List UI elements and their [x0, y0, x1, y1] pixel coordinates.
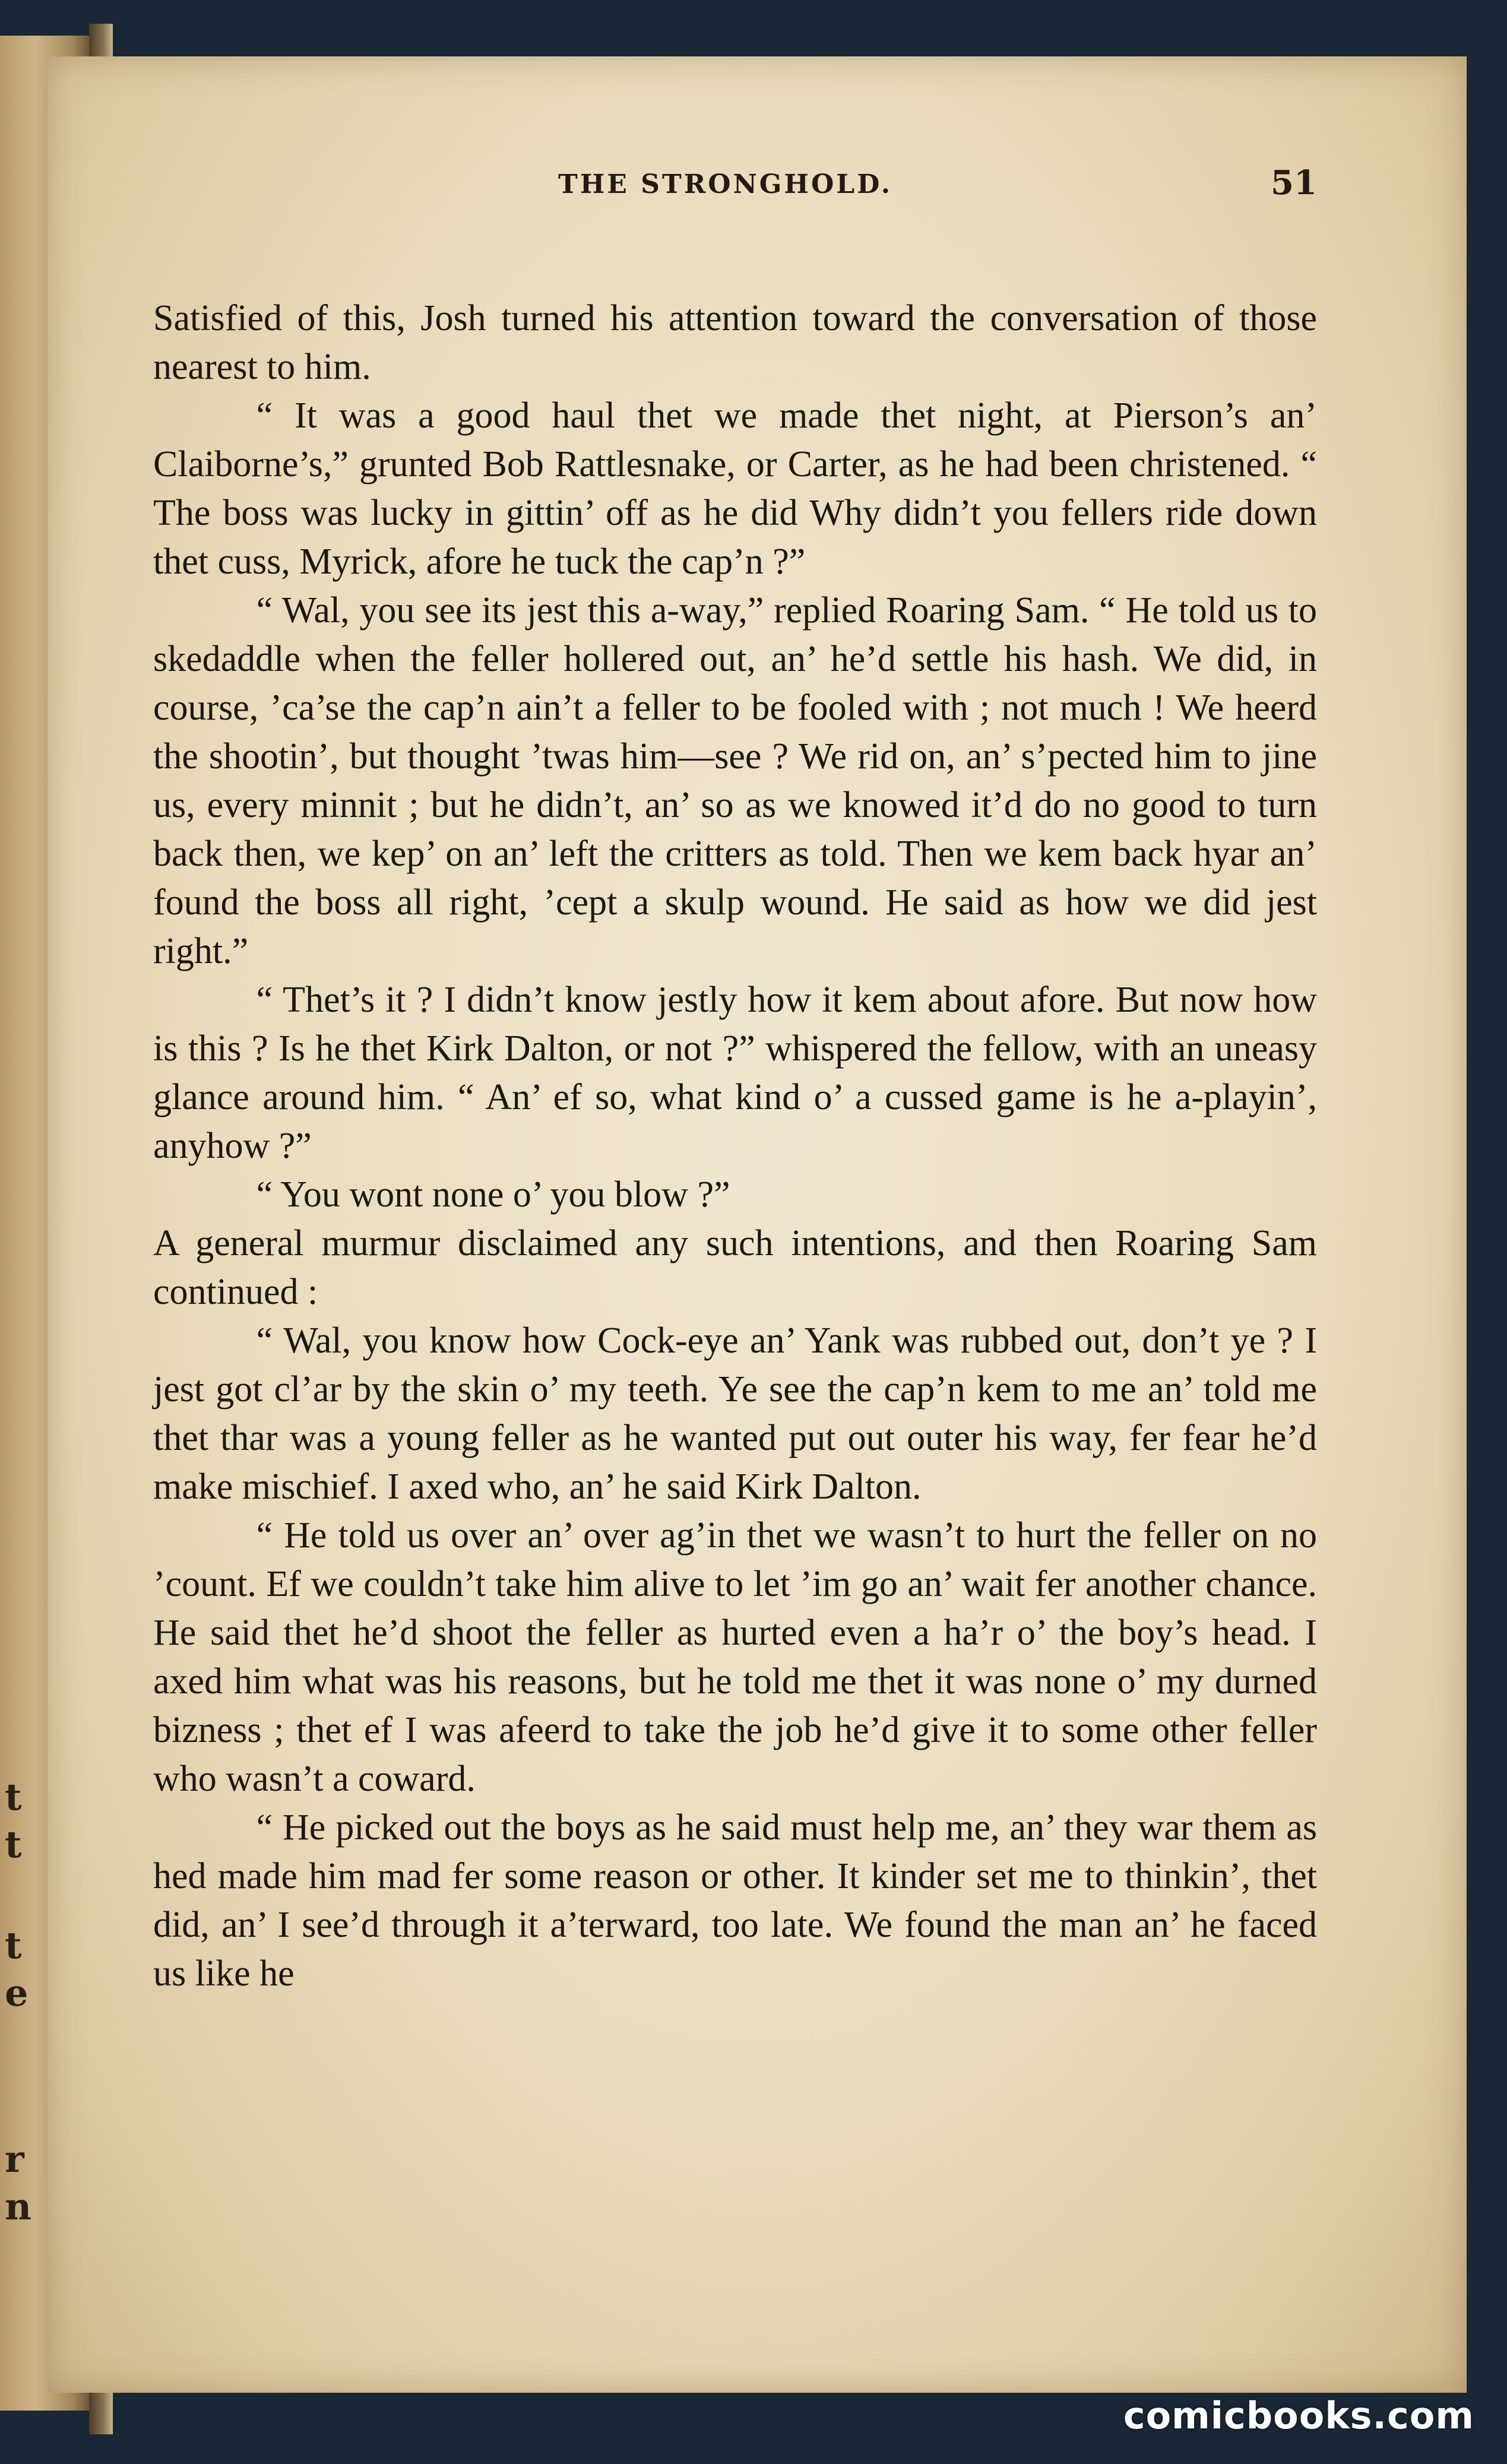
paragraph: Satisfied of this, Josh turned his attention toward the conversation of those nearest to him. [153, 298, 1317, 387]
paragraph: “ Wal, you see its jest this a-way,” replied Roaring Sam. “ He told us to skedaddle when the feller hollered out, an’ he’d settle his hash. We did, in course, ’ca’se the cap’n ain’t a feller to be fooled with ; not much ! We heerd the shootin’, but thought ’twas him—see ? We rid on, an’ s’pected him to jine us, every minnit ; but he didn’t, an’ so as we knowed it’d do no good to turn back then, we kep’ on an’ left the critters as told. Then we kem back hyar an’ found the boss all right, ’cept a skulp wound. He said as how we did jest right.” [153, 590, 1317, 971]
paragraph: “ It was a good haul thet we made thet night, at Pierson’s an’ Claiborne’s,” grunted Bob Rattlesnake, or Carter, as he had been christened. “ The boss was lucky in gittin’ off as he did Why didn’t you fellers ride down thet cuss, Myrick, afore he tuck the cap’n ?” [153, 395, 1317, 582]
prev-page-fragment: t [5, 1775, 22, 1819]
body-text [153, 294, 1317, 1998]
running-head: THE STRONGHOLD. [558, 169, 893, 199]
paragraph: A general murmur disclaimed any such intentions, and then Roaring Sam continued : [153, 1223, 1317, 1312]
paragraph: “ Thet’s it ? I didn’t know jestly how it kem about afore. But now how is this ? Is he thet Kirk Dalton, or not ?” whispered the fellow, with an uneasy glance around him. “ An’ ef so, what kind o’ a cussed game is he a-playin’, anyhow ?” [153, 980, 1317, 1166]
prev-page-fragment: t [5, 1924, 22, 1967]
prev-page-fragment: n [5, 2185, 32, 2228]
book-page [48, 56, 1467, 2393]
site-watermark: comicbooks.com [1123, 2394, 1474, 2437]
paragraph: “ You wont none o’ you blow ?” [256, 1174, 730, 1215]
paragraph: “ He picked out the boys as he said must help me, an’ they war them as hed made him mad fer some reason or other. It kinder set me to thinkin’, thet did, an’ I see’d through it a’terward, too late. We found the man an’ he faced us like he [153, 1807, 1317, 1994]
paragraph: “ He told us over an’ over ag’in thet we wasn’t to hurt the feller on no ’count. Ef we couldn’t take him alive to let ’im go an’ wait fer another chance. He said thet he’d shoot the feller as hurted even a ha’r o’ the boy’s head. I axed him what was his reasons, but he told me thet it was none o’ my durned bizness ; thet ef I was afeerd to take the job he’d give it to some other feller who wasn’t a coward. [153, 1515, 1317, 1799]
page-header [48, 163, 1467, 223]
page-number: 51 [1271, 163, 1317, 202]
prev-page-fragment: t [5, 1823, 22, 1866]
prev-page-fragment: r [5, 2137, 24, 2181]
paragraph: “ Wal, you know how Cock-eye an’ Yank was rubbed out, don’t ye ? I jest got cl’ar by the skin o’ my teeth. Ye see the cap’n kem to me an’ told me thet thar was a young feller as he wanted put out outer his way, fer fear he’d make mischief. I axed who, an’ he said Kirk Dalton. [153, 1320, 1317, 1507]
prev-page-fragment: e [5, 1971, 29, 2015]
